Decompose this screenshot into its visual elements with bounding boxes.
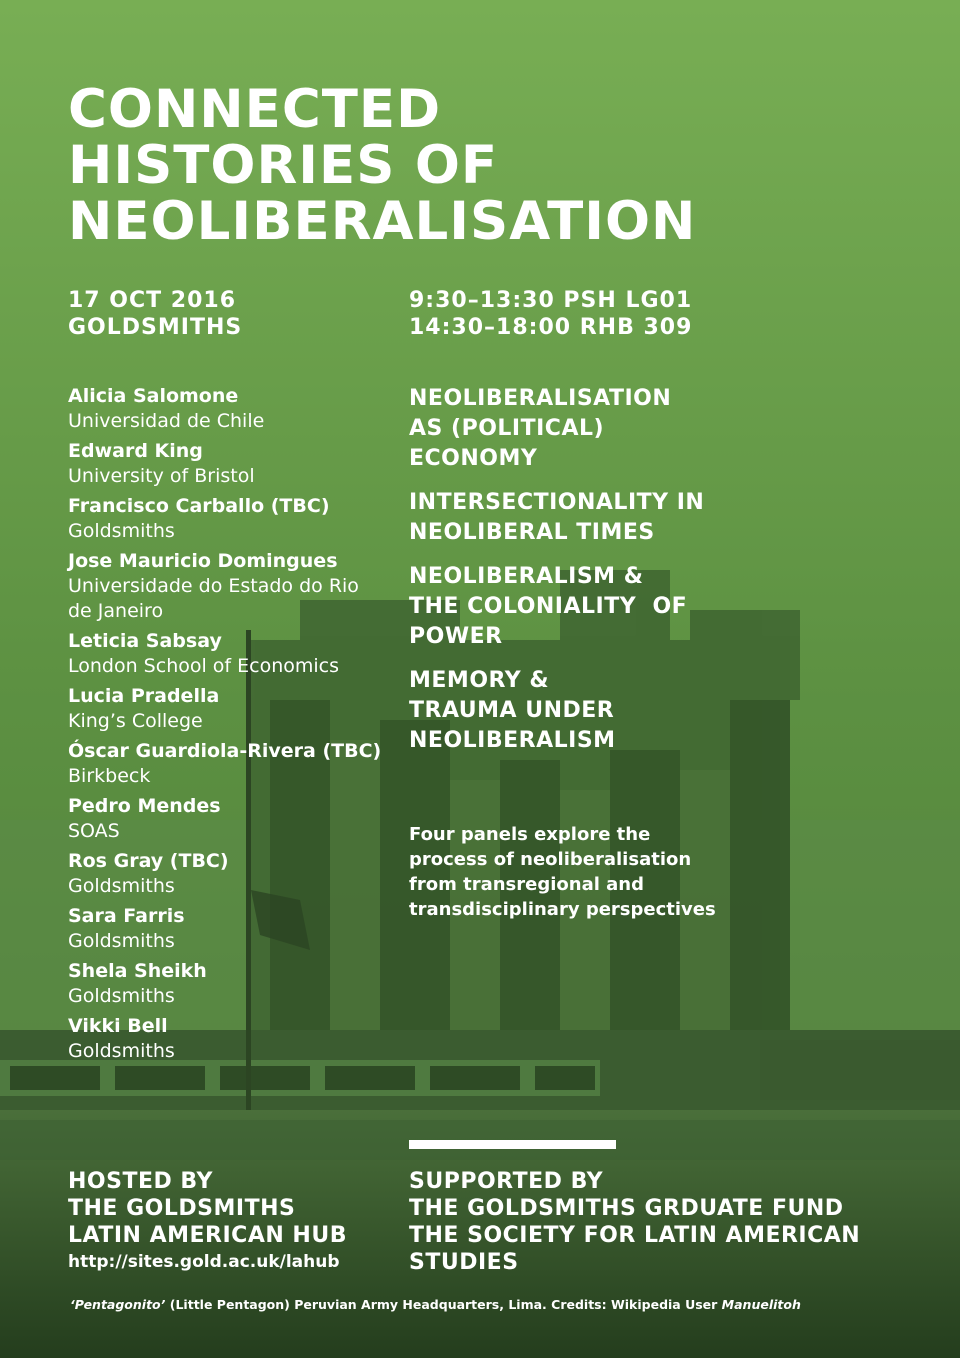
speaker-item: [68, 794, 398, 844]
event-sessions: [409, 287, 692, 341]
panel-line: NEOLIBERALISM: [409, 728, 616, 753]
speaker-name: Shela Sheikh: [68, 960, 207, 982]
supported-heading: SUPPORTED BY: [409, 1169, 604, 1194]
panel-line: TRAUMA UNDER: [409, 698, 615, 723]
title-line: NEOLIBERALISATION: [68, 191, 697, 252]
speaker-name: Alicia Salomone: [68, 385, 239, 407]
credit-user: Manuelitoh: [721, 1297, 801, 1312]
speaker-affiliation: SOAS: [68, 820, 120, 842]
host-name-line: THE GOLDSMITHS: [68, 1196, 296, 1221]
speaker-affiliation: Goldsmiths: [68, 1040, 175, 1062]
panel-line: ECONOMY: [409, 446, 538, 471]
speaker-affiliation: Universidade do Estado do Rio de Janeiro: [68, 575, 359, 622]
speaker-affiliation: University of Bristol: [68, 465, 255, 487]
panel-line: THE COLONIALITY OF: [409, 594, 688, 619]
speaker-item: [68, 549, 398, 624]
credit-text: (Little Pentagon) Peruvian Army Headquarters, Lima. Credits: Wikipedia User: [165, 1297, 722, 1312]
speaker-item: [68, 1014, 398, 1064]
speaker-name: Pedro Mendes: [68, 795, 221, 817]
speaker-item: [68, 494, 398, 544]
speaker-name: Lucia Pradella: [68, 685, 220, 707]
speaker-name: Vikki Bell: [68, 1015, 168, 1037]
supported-by-block: [409, 1168, 860, 1276]
photo-credit: [70, 1296, 801, 1314]
speaker-name: Leticia Sabsay: [68, 630, 222, 652]
event-date-venue: [68, 287, 242, 341]
speaker-name: Edward King: [68, 440, 203, 462]
panel-line: NEOLIBERALISATION: [409, 386, 672, 411]
speaker-item: [68, 439, 398, 489]
event-venue: GOLDSMITHS: [68, 315, 243, 340]
description-line: Four panels explore the: [409, 824, 651, 845]
description-line: transdisciplinary perspectives: [409, 899, 716, 920]
credit-photo-name: ‘Pentagonito’: [70, 1297, 166, 1312]
host-name-line: LATIN AMERICAN HUB: [68, 1223, 347, 1248]
session-morning: 9:30–13:30 PSH LG01: [409, 288, 693, 313]
sponsor-line: STUDIES: [409, 1250, 519, 1275]
event-description: [409, 822, 759, 922]
speaker-name: Jose Mauricio Domingues: [68, 550, 338, 572]
panel-list: [409, 384, 769, 770]
panel-line: NEOLIBERAL TIMES: [409, 520, 655, 545]
speaker-affiliation: Goldsmiths: [68, 930, 175, 952]
divider-bar: [409, 1140, 616, 1149]
speaker-affiliation: King’s College: [68, 710, 203, 732]
speaker-item: [68, 959, 398, 1009]
panel-line: MEMORY &: [409, 668, 550, 693]
speaker-item: [68, 849, 398, 899]
speaker-name: Óscar Guardiola-Rivera (TBC): [68, 740, 382, 762]
panel-line: INTERSECTIONALITY IN: [409, 490, 705, 515]
speaker-affiliation: Universidad de Chile: [68, 410, 265, 432]
speaker-item: [68, 629, 398, 679]
speaker-item: [68, 904, 398, 954]
speaker-item: [68, 384, 398, 434]
panel-topic: [409, 666, 769, 756]
title-line: CONNECTED: [68, 79, 442, 140]
speaker-affiliation: Goldsmiths: [68, 520, 175, 542]
host-website-link[interactable]: http://sites.gold.ac.uk/lahub: [68, 1252, 340, 1272]
speaker-item: [68, 739, 398, 789]
event-date: 17 OCT 2016: [68, 288, 237, 313]
speaker-name: Francisco Carballo (TBC): [68, 495, 330, 517]
hosted-heading: HOSTED BY: [68, 1169, 213, 1194]
speaker-affiliation: Birkbeck: [68, 765, 151, 787]
panel-line: NEOLIBERALISM &: [409, 564, 644, 589]
sponsor-line: THE SOCIETY FOR LATIN AMERICAN: [409, 1223, 861, 1248]
panel-topic: [409, 488, 769, 548]
speaker-item: [68, 684, 398, 734]
panel-line: POWER: [409, 624, 503, 649]
speaker-list: [68, 384, 398, 1069]
session-afternoon: 14:30–18:00 RHB 309: [409, 315, 693, 340]
speaker-affiliation: London School of Economics: [68, 655, 340, 677]
description-line: from transregional and: [409, 874, 645, 895]
sponsor-line: THE GOLDSMITHS GRDUATE FUND: [409, 1196, 844, 1221]
description-line: process of neoliberalisation: [409, 849, 692, 870]
title-line: HISTORIES OF: [68, 135, 499, 196]
speaker-name: Sara Farris: [68, 905, 185, 927]
speaker-affiliation: Goldsmiths: [68, 985, 175, 1007]
speaker-name: Ros Gray (TBC): [68, 850, 229, 872]
hosted-by-block: [68, 1168, 347, 1276]
event-title: [68, 79, 697, 252]
speaker-affiliation: Goldsmiths: [68, 875, 175, 897]
panel-topic: [409, 562, 769, 652]
panel-topic: [409, 384, 769, 474]
panel-line: AS (POLITICAL): [409, 416, 605, 441]
